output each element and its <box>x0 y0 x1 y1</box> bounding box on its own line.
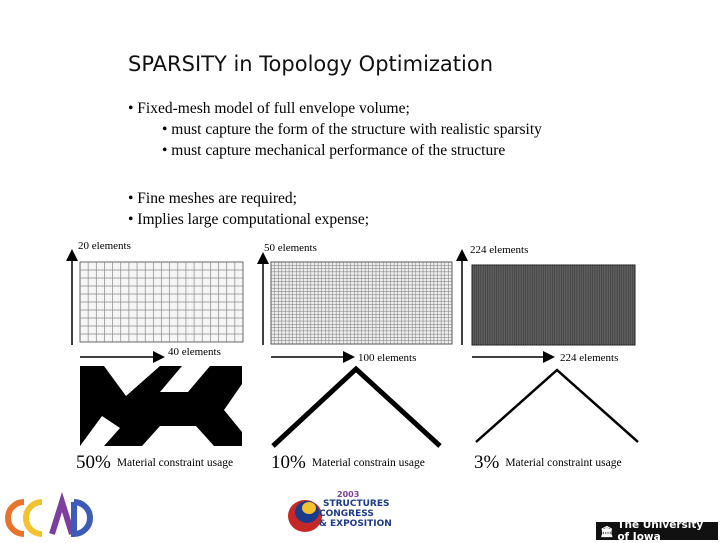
constraint-text: Material constraint usage <box>505 457 622 469</box>
congress-line1: STRUCTURES <box>323 499 390 509</box>
constraint-text: Material constrain usage <box>311 457 425 469</box>
mesh-grid-coarse <box>80 262 243 342</box>
old-capitol-icon: 🏛 <box>600 525 614 538</box>
percent-value: 3% <box>474 452 500 473</box>
result-shape-10pct <box>273 369 440 446</box>
result-label-coarse: 40 elements <box>168 346 221 358</box>
congress-line3: & EXPOSITION <box>319 519 392 529</box>
mesh-label-coarse: 20 elements <box>78 240 131 252</box>
result-shape-3pct <box>476 370 638 442</box>
ccad-logo <box>2 496 92 540</box>
bullet-fine-meshes: • Fine meshes are required; <box>128 190 297 207</box>
caption-3pct <box>474 452 622 474</box>
result-label-medium: 100 elements <box>358 352 417 364</box>
congress-line2: CONGRESS <box>319 509 374 519</box>
mesh-grid-fine <box>472 265 635 345</box>
university-name: The University of Iowa <box>617 519 704 543</box>
caption-10pct <box>271 452 425 474</box>
bullet-fixed-mesh: • Fixed-mesh model of full envelope volume; <box>128 100 410 117</box>
slide-title: SPARSITY in Topology Optimization <box>128 52 494 76</box>
structures-congress-logo <box>285 490 405 536</box>
university-of-iowa-badge <box>596 519 718 543</box>
constraint-text: Material constraint usage <box>116 457 234 469</box>
bullet-performance: • must capture mechanical performance of the structure <box>162 142 506 159</box>
mesh-grid-medium <box>271 262 452 344</box>
mesh-label-fine: 224 elements <box>470 244 529 256</box>
percent-value: 10% <box>271 452 306 473</box>
mesh-label-medium: 50 elements <box>264 242 317 254</box>
result-label-fine: 224 elements <box>560 352 619 364</box>
bullet-sparsity: • must capture the form of the structure with realistic sparsity <box>162 121 542 138</box>
result-shape-50pct <box>80 366 242 446</box>
percent-value: 50% <box>76 452 111 473</box>
bullet-expense: • Implies large computational expense; <box>128 211 370 228</box>
caption-50pct <box>76 452 233 474</box>
congress-year: 2003 <box>337 490 360 499</box>
